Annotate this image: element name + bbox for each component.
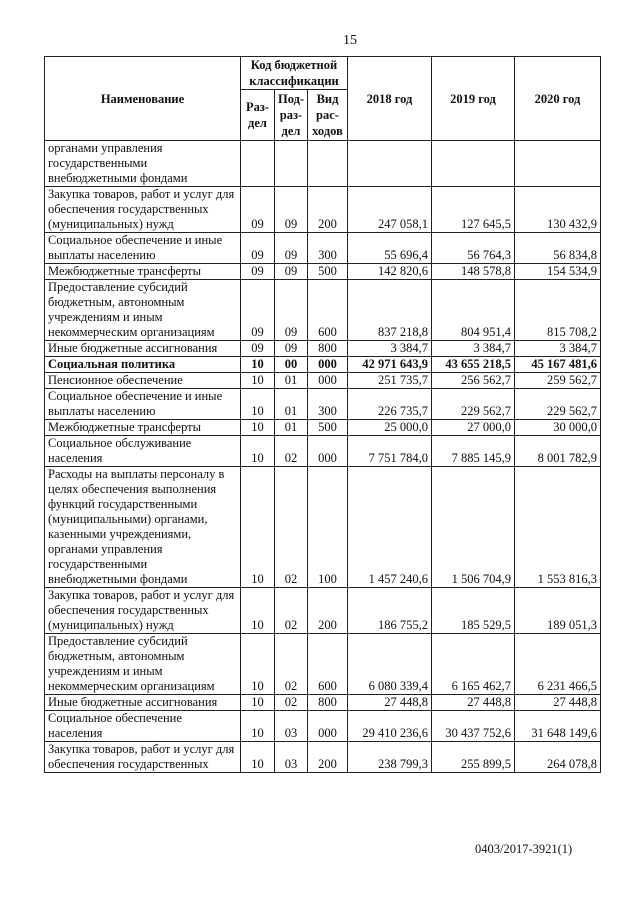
column-header-2019: 2019 год	[432, 57, 515, 141]
column-header-razdel: Раз-дел	[241, 90, 275, 141]
row-podrazdel: 09	[275, 187, 308, 233]
row-value-2018: 29 410 236,6	[348, 711, 432, 742]
row-value-2020: 56 834,8	[515, 233, 601, 264]
row-name: Социальное обеспечение и иные выплаты населению	[45, 233, 241, 264]
row-razdel: 10	[241, 373, 275, 389]
row-value-2019: 7 885 145,9	[432, 436, 515, 467]
row-name: Иные бюджетные ассигнования	[45, 695, 241, 711]
row-value-2018: 251 735,7	[348, 373, 432, 389]
row-podrazdel: 09	[275, 280, 308, 341]
table-row	[45, 141, 601, 187]
row-podrazdel: 03	[275, 711, 308, 742]
row-vid: 200	[308, 187, 348, 233]
row-podrazdel: 02	[275, 467, 308, 588]
column-header-2020: 2020 год	[515, 57, 601, 141]
row-value-2018: 25 000,0	[348, 420, 432, 436]
row-value-2020: 30 000,0	[515, 420, 601, 436]
row-value-2018: 27 448,8	[348, 695, 432, 711]
row-podrazdel: 03	[275, 742, 308, 773]
row-podrazdel: 09	[275, 264, 308, 280]
row-value-2018: 3 384,7	[348, 341, 432, 357]
row-vid: 000	[308, 711, 348, 742]
column-header-name: Наименование	[45, 57, 241, 141]
table-row	[45, 341, 601, 357]
table-row	[45, 187, 601, 233]
row-name: Социальное обслуживание населения	[45, 436, 241, 467]
row-vid: 600	[308, 280, 348, 341]
document-code: 0403/2017-3921(1)	[475, 842, 573, 856]
row-value-2020: 27 448,8	[515, 695, 601, 711]
row-value-2020: 259 562,7	[515, 373, 601, 389]
row-razdel: 09	[241, 233, 275, 264]
column-header-podrazdel: Под-раз-дел	[275, 90, 308, 141]
row-vid: 200	[308, 588, 348, 634]
row-name: Межбюджетные трансферты	[45, 264, 241, 280]
row-razdel: 10	[241, 634, 275, 695]
table-row	[45, 467, 601, 588]
table-row	[45, 389, 601, 420]
row-name: Предоставление субсидий бюджетным, автономным учреждениям и иным некоммерческим организациям	[45, 280, 241, 341]
row-value-2018: 42 971 643,9	[348, 357, 432, 373]
budget-table	[44, 56, 601, 773]
row-vid: 300	[308, 389, 348, 420]
row-vid: 000	[308, 373, 348, 389]
table-row	[45, 695, 601, 711]
row-value-2019: 255 899,5	[432, 742, 515, 773]
row-value-2018: 247 058,1	[348, 187, 432, 233]
page-number: 15	[343, 33, 357, 48]
row-podrazdel: 01	[275, 420, 308, 436]
row-value-2018: 226 735,7	[348, 389, 432, 420]
row-value-2020: 154 534,9	[515, 264, 601, 280]
row-vid: 800	[308, 341, 348, 357]
row-name: Закупка товаров, работ и услуг для обеспечения государственных	[45, 742, 241, 773]
row-value-2020: 45 167 481,6	[515, 357, 601, 373]
table-row	[45, 357, 601, 373]
row-value-2019: 30 437 752,6	[432, 711, 515, 742]
row-razdel: 09	[241, 280, 275, 341]
row-vid: 500	[308, 420, 348, 436]
row-razdel: 10	[241, 711, 275, 742]
row-razdel: 09	[241, 341, 275, 357]
row-name: Предоставление субсидий бюджетным, автономным учреждениям и иным некоммерческим организациям	[45, 634, 241, 695]
row-vid: 000	[308, 357, 348, 373]
row-razdel: 10	[241, 436, 275, 467]
row-name: Социальное обеспечение и иные выплаты населению	[45, 389, 241, 420]
row-value-2019: 6 165 462,7	[432, 634, 515, 695]
row-value-2020: 1 553 816,3	[515, 467, 601, 588]
row-value-2020: 264 078,8	[515, 742, 601, 773]
row-value-2020: 189 051,3	[515, 588, 601, 634]
column-header-code-group: Код бюджетной классификации	[241, 57, 348, 90]
row-value-2020: 130 432,9	[515, 187, 601, 233]
row-value-2019: 56 764,3	[432, 233, 515, 264]
table-row	[45, 711, 601, 742]
row-value-2019: 27 000,0	[432, 420, 515, 436]
row-value-2019: 185 529,5	[432, 588, 515, 634]
table-row	[45, 373, 601, 389]
row-podrazdel: 01	[275, 373, 308, 389]
row-vid: 200	[308, 742, 348, 773]
row-value-2019: 27 448,8	[432, 695, 515, 711]
row-podrazdel: 09	[275, 341, 308, 357]
table-body	[45, 141, 601, 773]
row-vid: 500	[308, 264, 348, 280]
row-value-2018	[348, 141, 432, 187]
row-value-2019: 256 562,7	[432, 373, 515, 389]
row-vid	[308, 141, 348, 187]
row-podrazdel: 02	[275, 436, 308, 467]
row-vid: 000	[308, 436, 348, 467]
row-name: Пенсионное обеспечение	[45, 373, 241, 389]
row-name: Иные бюджетные ассигнования	[45, 341, 241, 357]
row-value-2020: 6 231 466,5	[515, 634, 601, 695]
table-row	[45, 436, 601, 467]
row-podrazdel	[275, 141, 308, 187]
table-row	[45, 742, 601, 773]
row-podrazdel: 02	[275, 634, 308, 695]
column-header-vid: Вид рас-ходов	[308, 90, 348, 141]
row-value-2020: 3 384,7	[515, 341, 601, 357]
row-value-2019: 43 655 218,5	[432, 357, 515, 373]
row-podrazdel: 09	[275, 233, 308, 264]
table-row	[45, 588, 601, 634]
row-razdel	[241, 141, 275, 187]
row-podrazdel: 02	[275, 695, 308, 711]
table-row	[45, 634, 601, 695]
row-razdel: 10	[241, 467, 275, 588]
row-value-2019: 229 562,7	[432, 389, 515, 420]
row-name: Социальное обеспечение населения	[45, 711, 241, 742]
row-name: Межбюджетные трансферты	[45, 420, 241, 436]
column-header-2018: 2018 год	[348, 57, 432, 141]
table-row	[45, 233, 601, 264]
row-name: органами управления государственными внебюджетными фондами	[45, 141, 241, 187]
row-name: Закупка товаров, работ и услуг для обеспечения государственных (муниципальных) нужд	[45, 588, 241, 634]
row-value-2020: 815 708,2	[515, 280, 601, 341]
row-name: Социальная политика	[45, 357, 241, 373]
row-value-2018: 837 218,8	[348, 280, 432, 341]
row-value-2018: 55 696,4	[348, 233, 432, 264]
row-value-2020: 31 648 149,6	[515, 711, 601, 742]
row-value-2019: 127 645,5	[432, 187, 515, 233]
row-value-2018: 7 751 784,0	[348, 436, 432, 467]
row-value-2018: 142 820,6	[348, 264, 432, 280]
row-value-2018: 1 457 240,6	[348, 467, 432, 588]
row-vid: 600	[308, 634, 348, 695]
table-row	[45, 280, 601, 341]
row-name: Расходы на выплаты персоналу в целях обеспечения выполнения функций государственными (муниципальными) органами, казенными учреждениями, органами управления государственными внебюджетными фондами	[45, 467, 241, 588]
row-value-2019: 148 578,8	[432, 264, 515, 280]
row-value-2020: 229 562,7	[515, 389, 601, 420]
row-razdel: 10	[241, 695, 275, 711]
row-value-2020: 8 001 782,9	[515, 436, 601, 467]
row-name: Закупка товаров, работ и услуг для обеспечения государственных (муниципальных) нужд	[45, 187, 241, 233]
row-value-2019	[432, 141, 515, 187]
row-value-2020	[515, 141, 601, 187]
row-vid: 100	[308, 467, 348, 588]
row-podrazdel: 01	[275, 389, 308, 420]
row-razdel: 10	[241, 420, 275, 436]
row-podrazdel: 02	[275, 588, 308, 634]
row-razdel: 10	[241, 357, 275, 373]
row-value-2018: 238 799,3	[348, 742, 432, 773]
table-row	[45, 264, 601, 280]
row-value-2019: 804 951,4	[432, 280, 515, 341]
row-razdel: 10	[241, 588, 275, 634]
row-razdel: 10	[241, 389, 275, 420]
table-row	[45, 420, 601, 436]
row-value-2018: 6 080 339,4	[348, 634, 432, 695]
row-razdel: 09	[241, 264, 275, 280]
row-value-2018: 186 755,2	[348, 588, 432, 634]
row-vid: 300	[308, 233, 348, 264]
row-podrazdel: 00	[275, 357, 308, 373]
row-value-2019: 3 384,7	[432, 341, 515, 357]
row-value-2019: 1 506 704,9	[432, 467, 515, 588]
row-razdel: 09	[241, 187, 275, 233]
row-vid: 800	[308, 695, 348, 711]
row-razdel: 10	[241, 742, 275, 773]
